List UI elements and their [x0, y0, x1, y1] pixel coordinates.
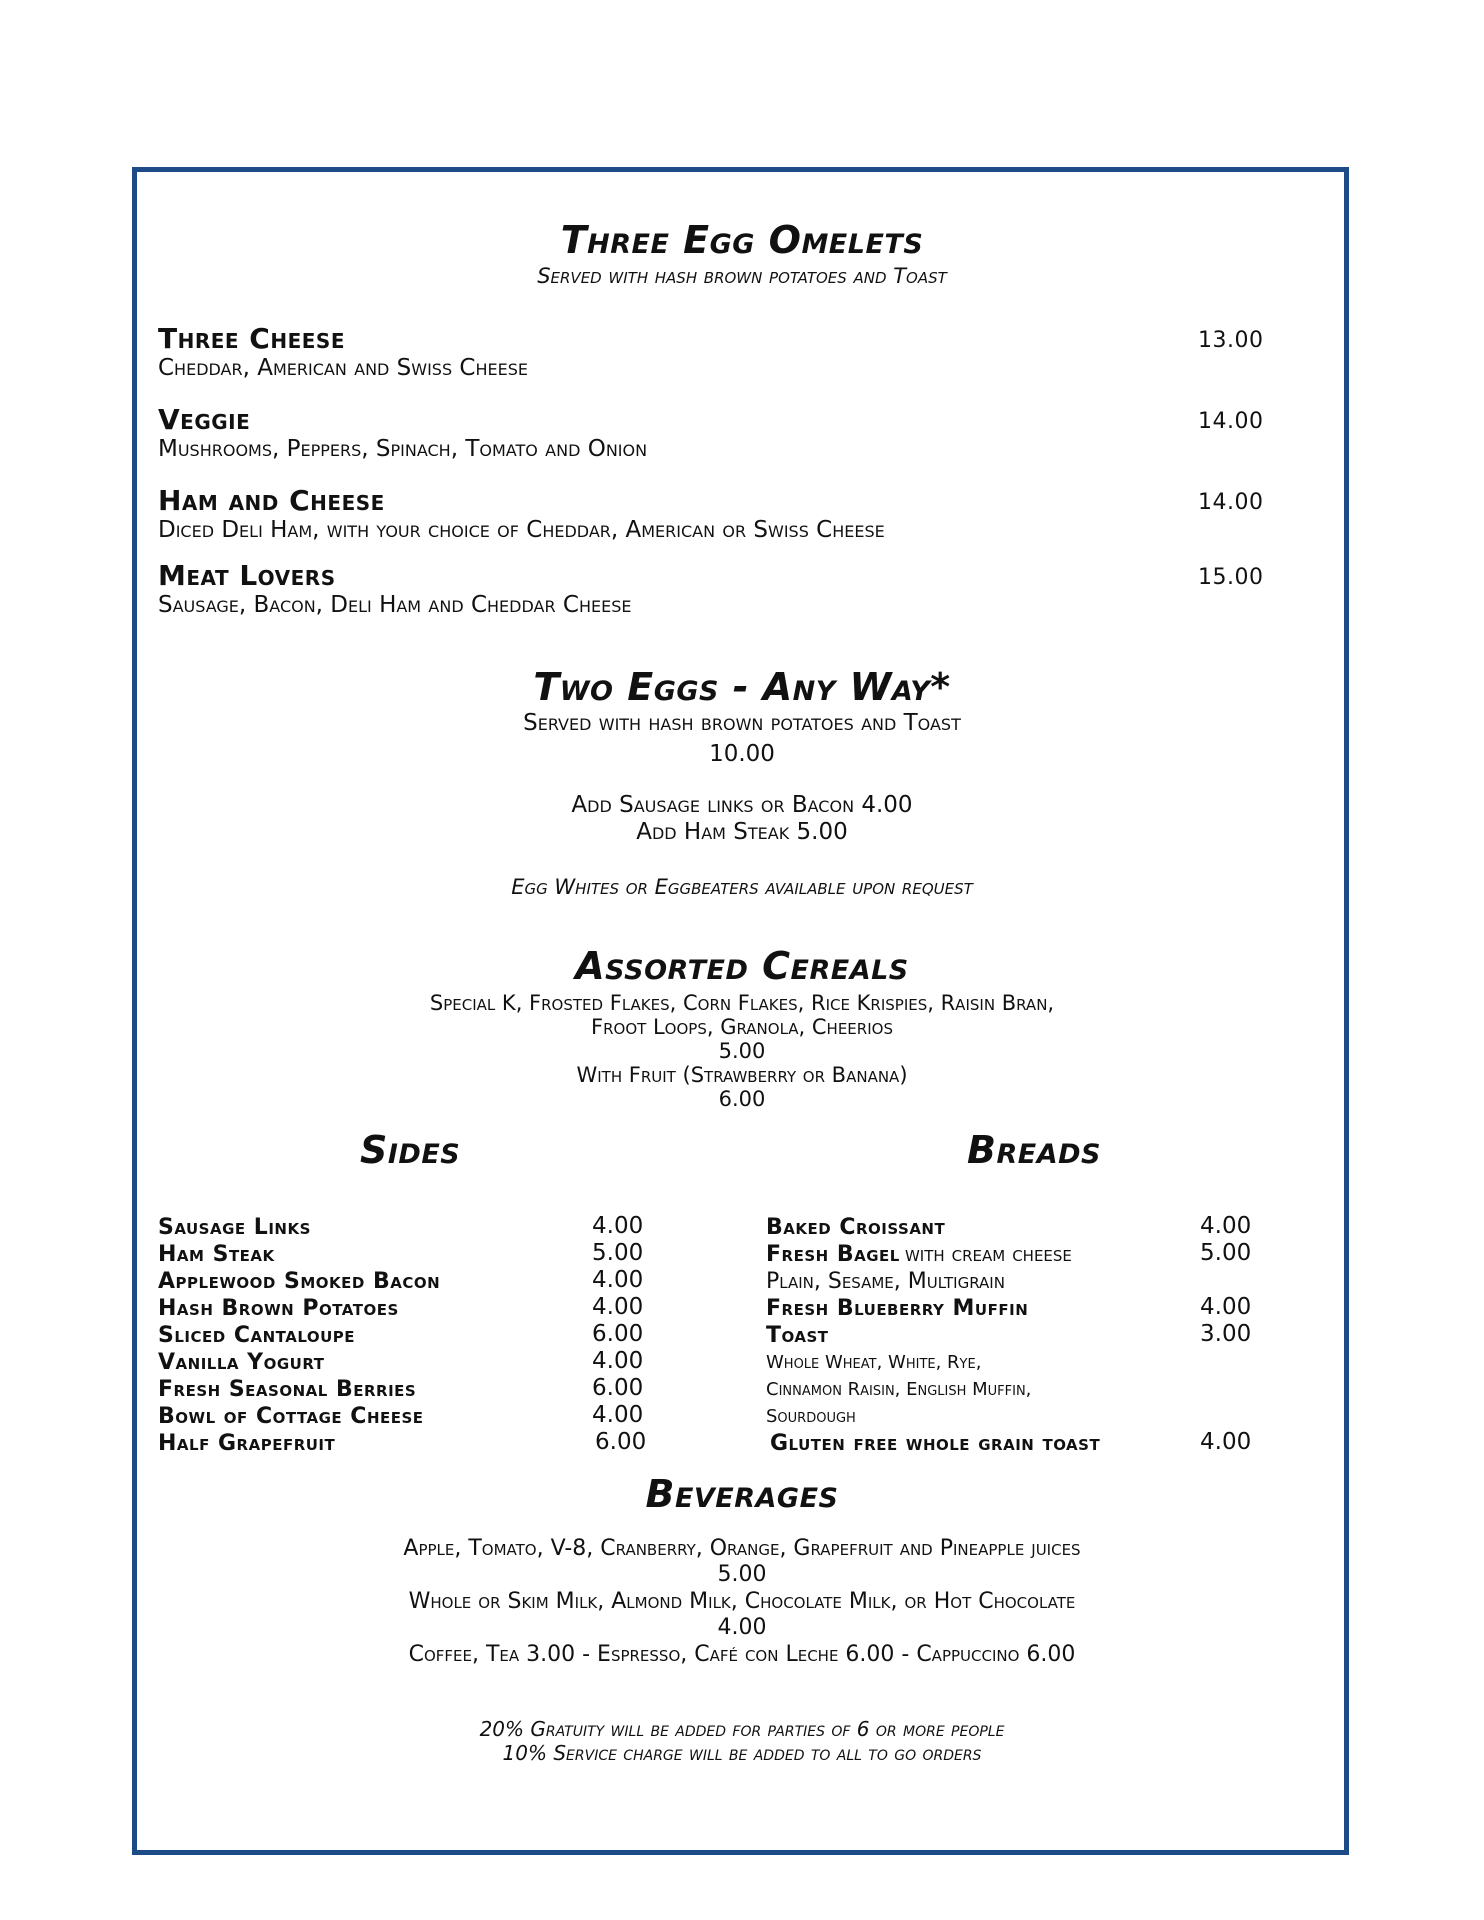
side-name: Hash Brown Potatoes [158, 1296, 399, 1321]
side-price: 4.00 [592, 1294, 644, 1320]
two-eggs-subtitle: Served with hash brown potatoes and Toast [523, 710, 961, 736]
omelet-name: Veggie [158, 403, 251, 436]
omelets-subtitle: Served with hash brown potatoes and Toast [537, 264, 947, 288]
side-name: Sausage Links [158, 1215, 311, 1240]
bread-price: 4.00 [1200, 1294, 1252, 1320]
bread-price: 5.00 [1200, 1240, 1252, 1266]
cereals-list: Special K, Frosted Flakes, Corn Flakes, Rice Krispies, Raisin Bran, [429, 991, 1055, 1015]
breads-title: Breads [967, 1128, 1101, 1172]
bread-name: Fresh Bagel [766, 1242, 900, 1267]
bread-price: 3.00 [1200, 1321, 1252, 1347]
footer-service-charge: 10% Service charge will be added to all to go orders [502, 1741, 982, 1765]
omelet-price: 15.00 [1198, 565, 1264, 590]
bread-options: Whole Wheat, White, Rye, [766, 1352, 982, 1373]
side-price: 4.00 [592, 1402, 644, 1428]
side-name: Ham Steak [158, 1242, 275, 1267]
two-eggs-addon: Add Sausage links or Bacon 4.00 [571, 792, 913, 818]
bread-item-bagel [766, 1242, 1072, 1267]
bread-name: Fresh Blueberry Muffin [766, 1296, 1029, 1321]
cereals-title: Assorted Cereals [575, 944, 909, 988]
sides-title: Sides [360, 1128, 461, 1172]
two-eggs-title: Two Eggs - Any Way* [533, 665, 951, 709]
two-eggs-note: Egg Whites or Eggbeaters available upon request [511, 875, 973, 899]
side-name: Fresh Seasonal Berries [158, 1377, 417, 1402]
side-price: 6.00 [595, 1429, 647, 1455]
omelet-name: Meat Lovers [158, 559, 336, 592]
bread-name: Gluten free whole grain toast [770, 1431, 1101, 1456]
omelets-title: Three Egg Omelets [560, 218, 924, 262]
bread-price: 4.00 [1200, 1429, 1252, 1455]
bread-options: Cinnamon Raisin, English Muffin, [766, 1379, 1032, 1400]
cereals-price: 5.00 [718, 1039, 766, 1063]
omelet-name: Three Cheese [158, 322, 345, 355]
bread-extra: with cream cheese [904, 1242, 1072, 1267]
side-name: Half Grapefruit [158, 1431, 336, 1456]
omelet-desc: Diced Deli Ham, with your choice of Cheddar, American or Swiss Cheese [158, 517, 885, 543]
omelet-price: 14.00 [1198, 409, 1264, 434]
omelet-price: 14.00 [1198, 490, 1264, 515]
side-name: Bowl of Cottage Cheese [158, 1404, 424, 1429]
beverage-price: 4.00 [717, 1615, 767, 1640]
beverage-line: Whole or Skim Milk, Almond Milk, Chocolate Milk, or Hot Chocolate [408, 1589, 1076, 1614]
side-price: 5.00 [592, 1240, 644, 1266]
omelet-name: Ham and Cheese [158, 484, 385, 517]
bread-price: 4.00 [1200, 1213, 1252, 1239]
cereals-list: Froot Loops, Granola, Cheerios [591, 1015, 893, 1039]
cereals-fruit: With Fruit (Strawberry or Banana) [576, 1063, 908, 1087]
side-price: 4.00 [592, 1348, 644, 1374]
side-price: 4.00 [592, 1267, 644, 1293]
cereals-fruit-price: 6.00 [718, 1087, 766, 1111]
side-name: Vanilla Yogurt [158, 1350, 325, 1375]
omelet-price: 13.00 [1198, 328, 1264, 353]
side-price: 6.00 [592, 1375, 644, 1401]
side-name: Sliced Cantaloupe [158, 1323, 356, 1348]
beverage-line: Apple, Tomato, V-8, Cranberry, Orange, Grapefruit and Pineapple juices [403, 1536, 1081, 1561]
side-name: Applewood Smoked Bacon [158, 1269, 441, 1294]
beverage-price: 5.00 [717, 1562, 767, 1587]
side-price: 6.00 [592, 1321, 644, 1347]
omelet-desc: Mushrooms, Peppers, Spinach, Tomato and Onion [158, 436, 648, 462]
bread-name: Toast [766, 1323, 829, 1348]
omelet-desc: Sausage, Bacon, Deli Ham and Cheddar Cheese [158, 592, 632, 618]
beverages-title: Beverages [645, 1472, 839, 1516]
bread-options: Plain, Sesame, Multigrain [766, 1269, 1005, 1294]
bread-options: Sourdough [766, 1406, 856, 1427]
beverage-line: Coffee, Tea 3.00 - Espresso, Café con Leche 6.00 - Cappuccino 6.00 [408, 1642, 1076, 1667]
two-eggs-addon: Add Ham Steak 5.00 [636, 819, 848, 845]
omelet-desc: Cheddar, American and Swiss Cheese [158, 355, 529, 381]
side-price: 4.00 [592, 1213, 644, 1239]
two-eggs-price: 10.00 [709, 741, 775, 767]
bread-name: Baked Croissant [766, 1215, 946, 1240]
footer-gratuity: 20% Gratuity will be added for parties of 6 or more people [479, 1717, 1005, 1741]
